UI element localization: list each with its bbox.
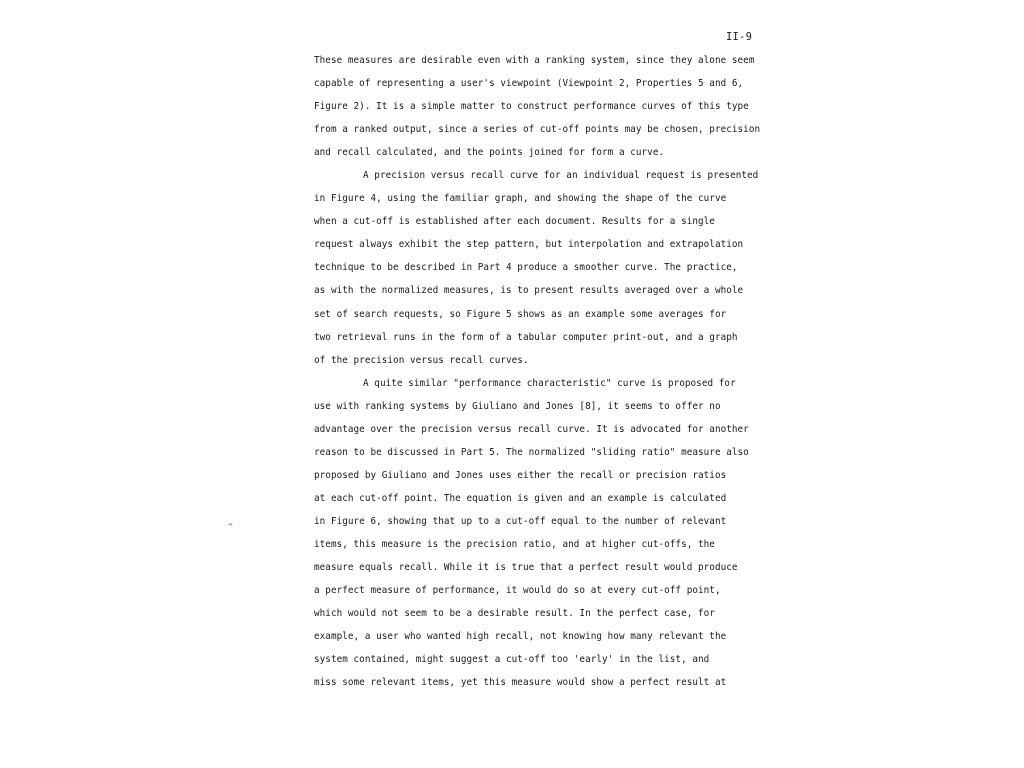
text-line: which would not seem to be a desirable result. In the perfect case, for xyxy=(314,608,715,620)
text-line: Figure 2). It is a simple matter to construct performance curves of this type xyxy=(314,101,749,113)
text-line: advantage over the precision versus recall curve. It is advocated for another xyxy=(314,423,749,435)
text-line: A precision versus recall curve for an individual request is presented xyxy=(363,170,759,182)
text-line: set of search requests, so Figure 5 shows as an example some averages for xyxy=(314,308,727,320)
text-line: at each cut-off point. The equation is given and an example is calculated xyxy=(314,492,727,504)
text-line: as with the normalized measures, is to present results averaged over a whole xyxy=(314,285,744,297)
text-line: in Figure 4, using the familiar graph, and showing the shape of the curve xyxy=(314,193,727,205)
body-text xyxy=(314,49,761,694)
text-line: of the precision versus recall curves. xyxy=(314,354,529,366)
text-line: A quite similar "performance characteristic" curve is proposed for xyxy=(363,377,736,389)
text-line: in Figure 6, showing that up to a cut-off equal to the number of relevant xyxy=(314,515,727,527)
text-line: proposed by Giuliano and Jones uses either the recall or precision ratios xyxy=(314,469,727,481)
text-line: request always exhibit the step pattern, but interpolation and extrapolation xyxy=(314,239,744,251)
text-line: measure equals recall. While it is true that a perfect result would produce xyxy=(314,562,738,574)
text-line: use with ranking systems by Giuliano and Jones [8], it seems to offer no xyxy=(314,400,721,412)
text-line: technique to be described in Part 4 produce a smoother curve. The practice, xyxy=(314,262,738,274)
text-line: items, this measure is the precision ratio, and at higher cut-offs, the xyxy=(314,538,715,550)
text-line: a perfect measure of performance, it would do so at every cut-off point, xyxy=(314,585,721,597)
text-line: when a cut-off is established after each document. Results for a single xyxy=(314,216,715,228)
text-line: These measures are desirable even with a ranking system, since they alone seem xyxy=(314,55,755,66)
text-line: from a ranked output, since a series of cut-off points may be chosen, precision xyxy=(314,124,761,136)
stray-mark: ^ xyxy=(228,522,233,531)
text-line: and recall calculated, and the points joined for form a curve. xyxy=(314,147,665,159)
page-number: II-9 xyxy=(726,31,753,43)
text-line: miss some relevant items, yet this measure would show a perfect result at xyxy=(314,677,727,689)
text-line: example, a user who wanted high recall, not knowing how many relevant the xyxy=(314,631,727,643)
text-line: capable of representing a user's viewpoint (Viewpoint 2, Properties 5 and 6, xyxy=(314,78,744,90)
text-line: system contained, might suggest a cut-off too 'early' in the list, and xyxy=(314,654,710,666)
text-line: two retrieval runs in the form of a tabular computer print-out, and a graph xyxy=(314,331,738,343)
text-line: reason to be discussed in Part 5. The normalized "sliding ratio" measure also xyxy=(314,446,749,458)
